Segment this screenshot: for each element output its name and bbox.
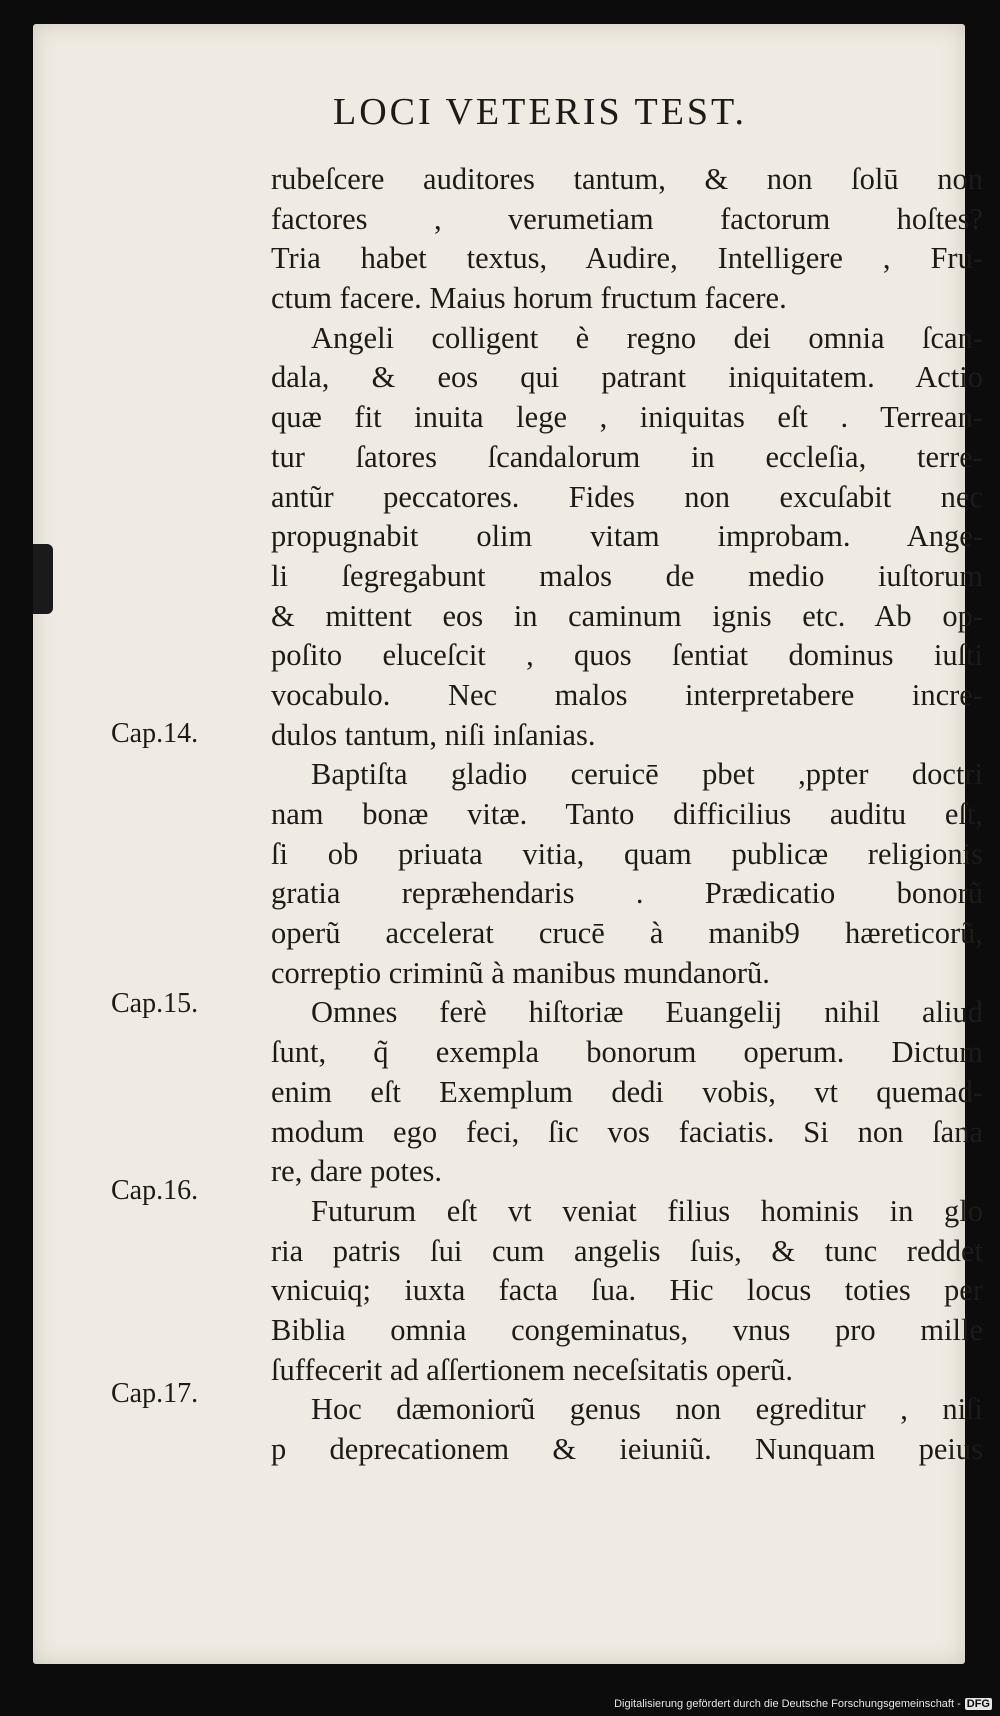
dfg-logo: DFG — [966, 1698, 990, 1710]
text-line: re, dare potes. — [271, 1154, 443, 1189]
text-line: Omnes ferè hiſtoriæ Euangelij nihil aliud — [311, 995, 983, 1030]
paragraph-3 — [271, 755, 983, 993]
text-line: Biblia omnia congeminatus, vnus pro mille — [271, 1312, 983, 1347]
text-line: ſunt, q̃ exempla bonorum operum. Dictum — [271, 1035, 983, 1070]
text-line: vocabulo. Nec malos interpretabere incre- — [271, 677, 983, 712]
text-line: modum ego feci, ſic vos faciatis. Si non ſana — [271, 1114, 983, 1149]
paragraph-2 — [271, 319, 983, 756]
text-line: operũ accelerat crucē à manib9 hæreticorũ, — [271, 916, 983, 951]
text-line: Futurum eſt vt veniat filius hominis in glo — [311, 1193, 983, 1228]
digitization-credit — [614, 1698, 992, 1710]
paragraph-4 — [271, 993, 983, 1191]
text-line: poſito eluceſcit , quos ſentiat dominus iuſti — [271, 638, 983, 673]
text-line: gratia repræhendaris . Prædicatio bonorũ — [271, 876, 983, 911]
margin-note-cap15: Cap.15. — [111, 988, 199, 1019]
text-line: enim eſt Exemplum dedi vobis, vt quemad- — [271, 1074, 983, 1109]
margin-note-cap17: Cap.17. — [111, 1378, 199, 1409]
text-line: li ſegregabunt malos de medio iuſtorum — [271, 558, 983, 593]
text-line: dala, & eos qui patrant iniquitatem. Actio — [271, 360, 983, 395]
text-line: dulos tantum, niſi inſanias. — [271, 717, 596, 752]
text-line: antũr peccatores. Fides non excuſabit nec — [271, 479, 983, 514]
paragraph-1 — [271, 160, 983, 319]
text-line: & mittent eos in caminum ignis etc. Ab op- — [271, 598, 983, 633]
body-text — [271, 160, 983, 1470]
text-line: factores , verumetiam factorum hoſtes? — [271, 201, 983, 236]
text-line: nam bonæ vitæ. Tanto difficilius auditu eſt, — [271, 797, 983, 831]
margin-note-cap14: Cap.14. — [111, 718, 199, 749]
margin-note-cap16: Cap.16. — [111, 1175, 199, 1206]
text-line: quæ fit inuita lege , iniquitas eſt . Terrean- — [271, 400, 983, 435]
paragraph-5 — [271, 1192, 983, 1390]
text-line: Angeli colligent è regno dei omnia ſcan- — [311, 320, 983, 355]
paragraph-6 — [271, 1390, 983, 1469]
text-line: Tria habet textus, Audire, Intelligere , Fru- — [271, 241, 983, 276]
running-header: LOCI VETERIS TEST. — [333, 91, 747, 133]
text-line: correptio criminũ à manibus mundanorũ. — [271, 955, 770, 990]
text-line: ctum facere. Maius horum fructum facere. — [271, 281, 787, 316]
book-page — [33, 24, 983, 1664]
text-line: rubeſcere auditores tantum, & non ſolū non — [271, 162, 983, 196]
binding-shadow — [33, 544, 53, 614]
text-line: tur ſatores ſcandalorum in eccleſia, terre- — [271, 439, 983, 474]
text-line: ſi ob priuata vitia, quam publicæ religionis — [271, 836, 983, 871]
text-line: Baptiſta gladio ceruicē pbet ,ppter doctri — [311, 757, 983, 792]
text-line: Hoc dæmoniorũ genus non egreditur , niſi — [311, 1392, 983, 1427]
text-line: propugnabit olim vitam improbam. Ange- — [271, 519, 983, 554]
footer-text: Digitalisierung gefördert durch die Deutsche Forschungsgemeinschaft - — [614, 1698, 961, 1710]
text-line: p deprecationem & ieiuniũ. Nunquam peius — [271, 1432, 983, 1466]
text-line: vnicuiq; iuxta facta ſua. Hic locus toties per — [271, 1273, 983, 1308]
text-line: ria patris ſui cum angelis ſuis, & tunc reddet — [271, 1233, 983, 1268]
text-line: ſuffecerit ad aſſertionem neceſsitatis operũ. — [271, 1352, 793, 1387]
